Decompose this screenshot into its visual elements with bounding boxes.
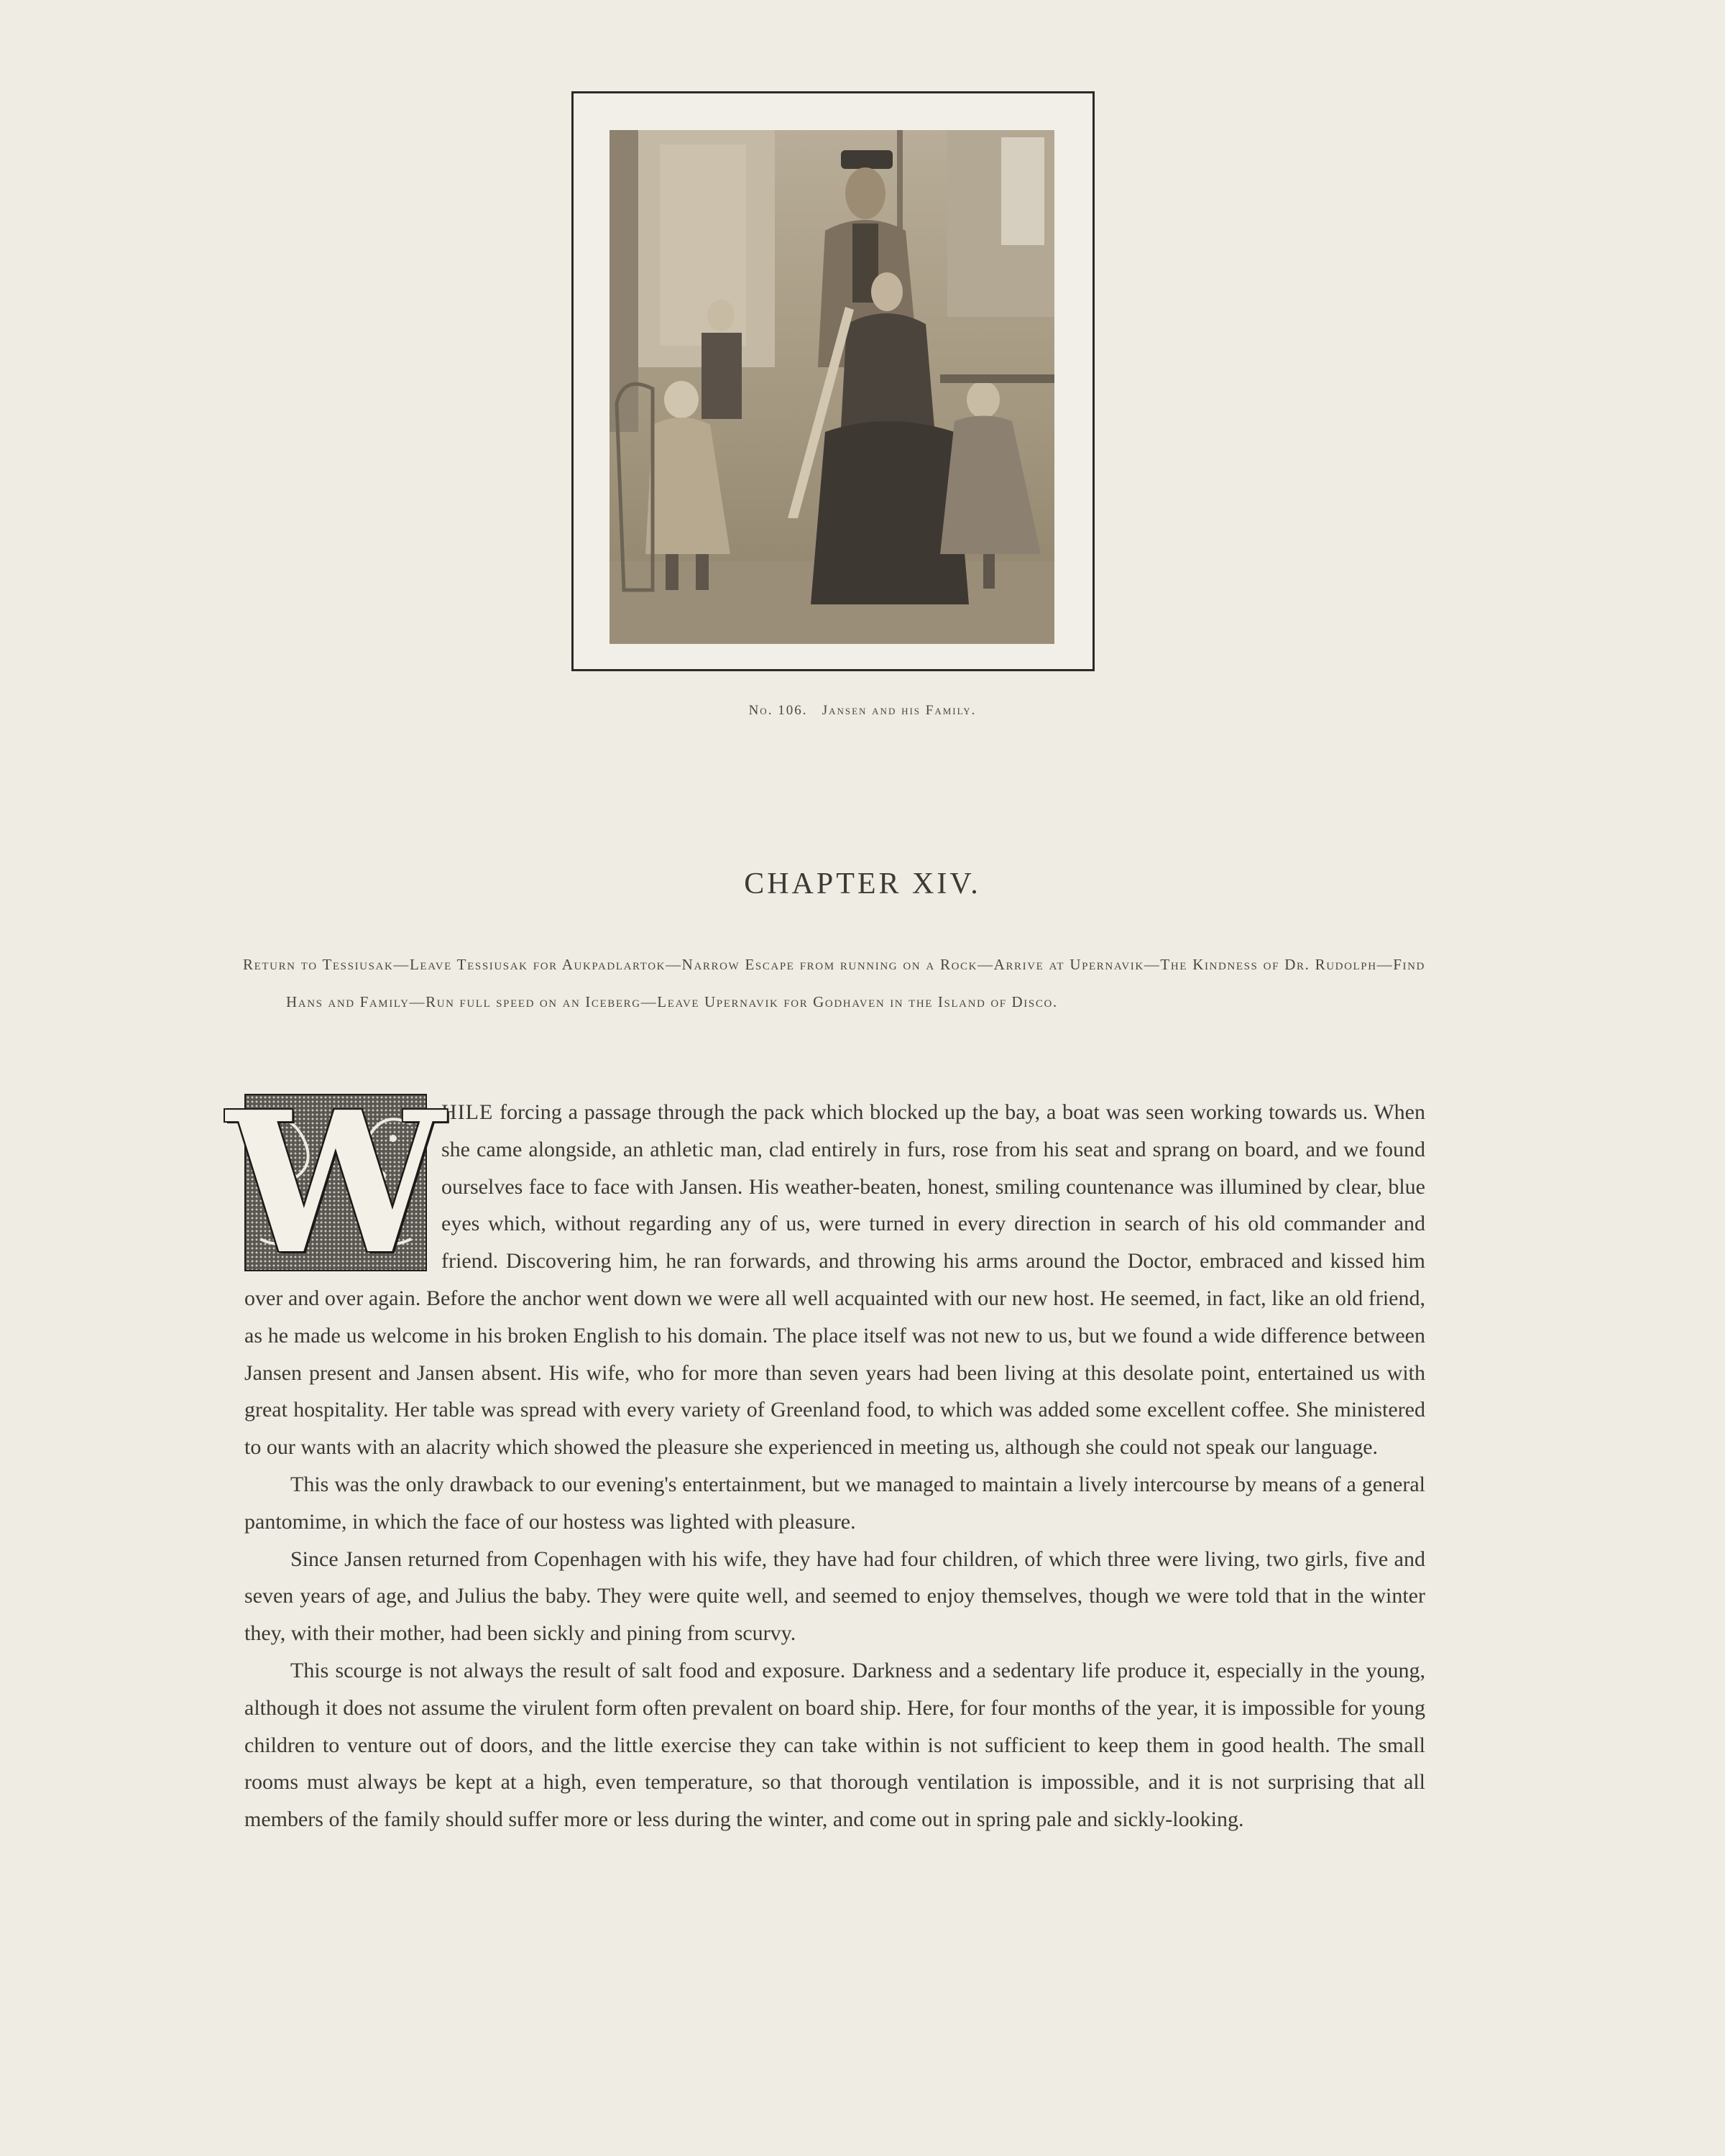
chapter-body — [226, 1068, 1425, 1838]
plate-caption — [0, 703, 1725, 719]
lead-word: HILE — [441, 1100, 494, 1124]
family-photograph — [610, 130, 1054, 644]
paragraph-3: Since Jansen returned from Copenhagen with his wife, they have had four children, of which three were living, two girls, five and seven years of age, and Julius the baby. They were quite well, and seemed to enjoy themselves, though we were told that in the winter they, with their mother, had been sickly and pining from scurvy. — [244, 1547, 1425, 1646]
chapter-summary: Return to Tessiusak—Leave Tessiusak for Aukpadlartok—Narrow Escape from running on a Rock—Arrive at Upernavik—The Kindness of Dr. Rudolph—Find Hans and Family—Run full speed on an Iceberg—Leave Upernavik for Godhaven in the Island of Disco. — [243, 956, 1425, 1010]
chapter-title: CHAPTER XIV. — [744, 867, 981, 900]
plate-title: Jansen and his Family. — [822, 703, 977, 718]
paragraph-1-text: forcing a passage through the pack which blocked up the bay, a boat was seen working towards us. When she came alongside, an athletic man, clad entirely in furs, rose from his seat and sprang on board, and we found ourselves face to face with Jansen. His weather-beaten, honest, smiling countenance was illumined by clear, blue eyes which, without regarding any of us, were turned in every direction in search of his old commander and friend. Discovering him, he ran forwards, and throwing his arms around the Doctor, embraced and kissed him over and over again. Before the anchor went down we were all well acquainted with our new host. He seemed, in fact, like an old friend, as he made us welcome in his broken English to his domain. The place itself was not new to us, but we found a wide difference between Jansen present and Jansen absent. His wife, who for more than seven years had been living at this desolate point, entertained us with great hospitality. Her table was spread with every variety of Greenland food, to which was added some excellent coffee. She ministered to our wants with an alacrity which showed the pleasure she experienced in meeting us, although she could not speak our language. — [244, 1100, 1425, 1460]
dropcap-letter: W — [226, 1068, 445, 1297]
ornamental-dropcap — [226, 1068, 445, 1297]
paragraph-1 — [226, 1068, 1425, 1466]
plate-number: No. 106. — [748, 703, 808, 718]
paragraph-2: This was the only drawback to our evening's entertainment, but we managed to maintain a lively intercourse by means of a general pantomime, in which the face of our hostess was lighted with pleasure. — [244, 1472, 1425, 1534]
paragraph-4: This scourge is not always the result of salt food and exposure. Darkness and a sedentary life produce it, especially in the young, although it does not assume the virulent form often prevalent on board ship. Here, for four months of the year, it is impossible for young children to venture out of doors, and the little exercise they can take within is not sufficient to keep them in good health. The small rooms must always be kept at a high, even temperature, so that thorough ventilation is impossible, and it is not surprising that all members of the family should suffer more or less during the winter, and come out in spring pale and sickly-looking. — [244, 1658, 1425, 1832]
